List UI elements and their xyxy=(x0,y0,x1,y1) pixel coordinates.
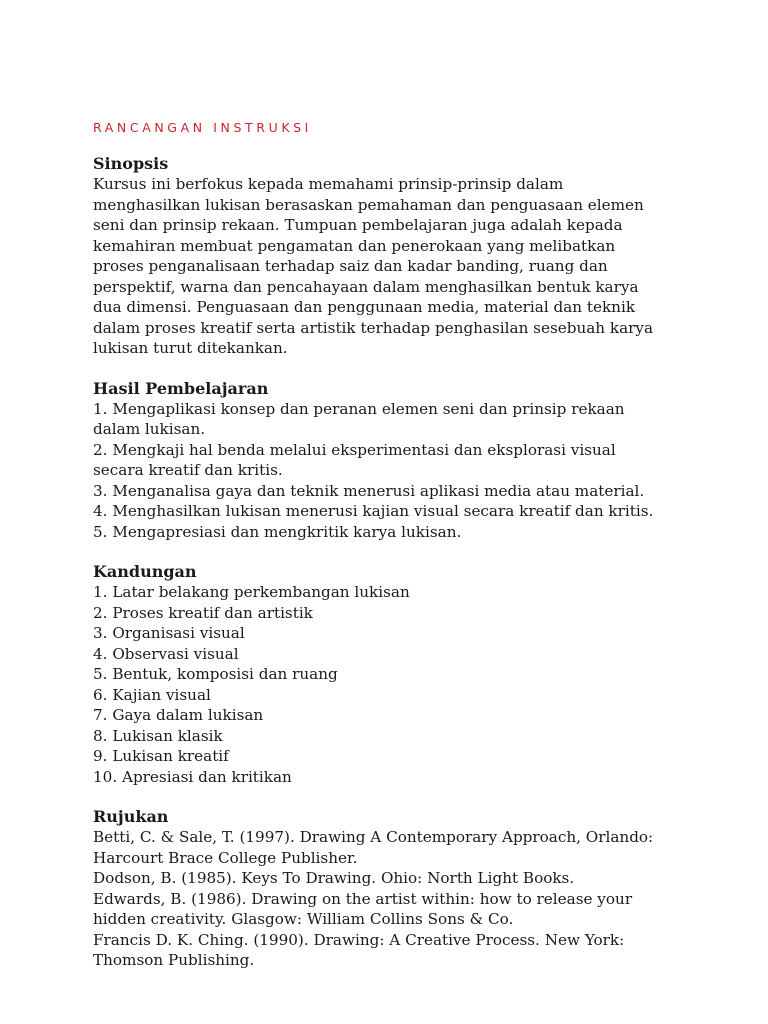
hasil-item: 1. Mengaplikasi konsep dan peranan elemen seni dan prinsip rekaan xyxy=(93,399,625,418)
hasil-item: 4. Menghasilkan lukisan menerusi kajian visual secara kreatif dan kritis. xyxy=(93,502,654,520)
kandungan-list xyxy=(93,582,713,787)
kandungan-item: 10. Apresiasi dan kritikan xyxy=(93,767,292,786)
sinopsis-line: dalam proses kreatif serta artistik terhadap penghasilan sesebuah karya xyxy=(93,318,654,337)
sinopsis-line: kemahiran membuat pengamatan dan penerokaan yang melibatkan xyxy=(93,236,616,255)
section-rujukan xyxy=(93,807,713,971)
rujukan-line: Harcourt Brace College Publisher. xyxy=(93,848,358,867)
rujukan-line: hidden creativity. Glasgow: William Collins Sons & Co. xyxy=(93,910,514,928)
rujukan-line: Thomson Publishing. xyxy=(93,951,255,969)
kandungan-item: 4. Observasi visual xyxy=(93,644,239,663)
hasil-item: secara kreatif dan kritis. xyxy=(93,461,283,479)
sinopsis-line: proses penganalisaan terhadap saiz dan kadar banding, ruang dan xyxy=(93,257,608,275)
sinopsis-line: dua dimensi. Penguasaan dan penggunaan media, material dan teknik xyxy=(93,298,636,316)
sinopsis-line: lukisan turut ditekankan. xyxy=(93,339,288,357)
sinopsis-line: menghasilkan lukisan berasaskan pemahaman dan penguasaan elemen xyxy=(93,195,644,214)
kandungan-item: 2. Proses kreatif dan artistik xyxy=(93,603,313,622)
kandungan-heading: Kandungan xyxy=(93,562,197,581)
rujukan-list xyxy=(93,827,713,971)
kandungan-item: 9. Lukisan kreatif xyxy=(93,747,229,765)
document-kicker: RANCANGAN INSTRUKSI xyxy=(93,120,312,135)
rujukan-line: Betti, C. & Sale, T. (1997). Drawing A Contemporary Approach, Orlando: xyxy=(93,828,654,846)
hasil-item: 5. Mengapresiasi dan mengkritik karya lukisan. xyxy=(93,522,462,541)
rujukan-heading: Rujukan xyxy=(93,807,169,826)
hasil-list xyxy=(93,399,713,543)
kandungan-item: 6. Kajian visual xyxy=(93,685,211,704)
sinopsis-line: perspektif, warna dan pencahayaan dalam menghasilkan bentuk karya xyxy=(93,277,639,296)
sinopsis-body xyxy=(93,174,713,359)
rujukan-line: Dodson, B. (1985). Keys To Drawing. Ohio: North Light Books. xyxy=(93,869,575,887)
sinopsis-line: Kursus ini berfokus kepada memahami prinsip-prinsip dalam xyxy=(93,175,564,193)
sinopsis-line: seni dan prinsip rekaan. Tumpuan pembelajaran juga adalah kepada xyxy=(93,216,623,234)
rujukan-line: Francis D. K. Ching. (1990). Drawing: A Creative Process. New York: xyxy=(93,930,625,949)
kandungan-item: 1. Latar belakang perkembangan lukisan xyxy=(93,583,410,601)
section-kandungan xyxy=(93,562,713,787)
hasil-item: 2. Mengkaji hal benda melalui eksperimentasi dan eksplorasi visual xyxy=(93,440,616,459)
kandungan-item: 7. Gaya dalam lukisan xyxy=(93,706,264,724)
kandungan-item: 8. Lukisan klasik xyxy=(93,726,223,745)
kandungan-item: 5. Bentuk, komposisi dan ruang xyxy=(93,665,338,683)
hasil-item: 3. Menganalisa gaya dan teknik menerusi aplikasi media atau material. xyxy=(93,481,645,500)
rujukan-line: Edwards, B. (1986). Drawing on the artist within: how to release your xyxy=(93,889,633,908)
sinopsis-heading: Sinopsis xyxy=(93,154,169,173)
section-hasil-pembelajaran xyxy=(93,379,713,543)
kandungan-item: 3. Organisasi visual xyxy=(93,624,245,642)
hasil-item: dalam lukisan. xyxy=(93,420,206,438)
document-page xyxy=(93,118,713,991)
hasil-heading: Hasil Pembelajaran xyxy=(93,378,269,398)
section-sinopsis xyxy=(93,154,713,359)
